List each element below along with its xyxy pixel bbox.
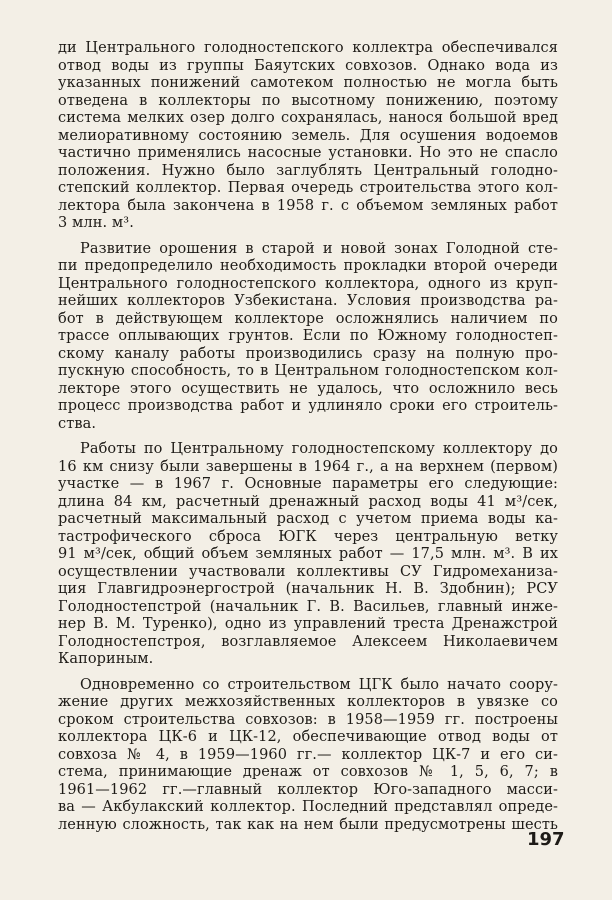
text-line: частично применялись насосные установки. Но это не спасло — [58, 145, 558, 161]
paragraph-4 — [58, 677, 558, 835]
text-line: нер В. М. Туренко), одно из управлений треста Дренажстрой — [58, 616, 558, 632]
document-page — [58, 40, 558, 834]
text-line: ва — Акбулакский коллектор. Последний представлял опреде- — [58, 799, 558, 815]
text-line: мелиоративному состоянию земель. Для осушения водоемов — [58, 127, 558, 144]
text-line: бот в действующем коллекторе осложнялись наличием по — [58, 310, 558, 327]
text-line: лекторе этого осуществить не удалось, что осложнило весь — [58, 380, 558, 397]
text-line: лектора была закончена в 1958 г. с объемом земляных работ — [58, 197, 558, 214]
text-line: 3 млн. м³. — [58, 215, 134, 231]
text-line: Центрального голодностепского коллектора, одного из круп- — [58, 275, 558, 292]
text-line: Голодностепстрой (начальник Г. В. Васильев, главный инже- — [58, 598, 558, 615]
text-line: нейших коллекторов Узбекистана. Условия производства ра- — [58, 293, 558, 309]
text-line: совхоза № 4, в 1959—1960 гг.— коллектор ЦК-7 и его си- — [58, 746, 558, 763]
text-line: осуществлении участвовали коллективы СУ Гидромеханиза- — [58, 563, 558, 580]
text-line: трассе оплывающих грунтов. Если по Южному голодностеп- — [58, 328, 558, 344]
text-line: Работы по Центральному голодностепскому коллектору до — [80, 441, 558, 457]
text-line: скому каналу работы производились сразу на полную про- — [58, 345, 558, 362]
text-line: пускную способность, то в Центральном голодностепском кол- — [58, 363, 558, 379]
text-line: Голодностепстроя, возглавляемое Алексеем Николаевичем — [58, 633, 558, 650]
text-line: расчетный максимальный расход с учетом приема воды ка- — [58, 511, 558, 527]
text-line: пи предопределило необходимость прокладки второй очереди — [58, 258, 558, 274]
text-line: жение других межхозяйственных коллекторов в увязке со — [58, 694, 558, 710]
text-line: коллектора ЦК-6 и ЦК-12, обеспечивающие отвод воды от — [58, 729, 558, 745]
text-line: длина 84 км, расчетный дренажный расход воды 41 м³/сек, — [58, 493, 558, 510]
text-line: ди Центрального голодностепского коллектра обеспечивался — [58, 40, 558, 56]
text-line: сроком строительства совхозов: в 1958—1959 гг. построены — [58, 711, 558, 728]
text-line: процесс производства работ и удлиняло сроки его строитель- — [58, 398, 558, 414]
text-line: ства. — [58, 415, 97, 432]
text-line: тастрофического сброса ЮГК через центральную ветку — [58, 528, 558, 545]
text-line: Одновременно со строительством ЦГК было начато соору- — [80, 676, 558, 693]
text-line: участке — в 1967 г. Основные параметры его следующие: — [58, 476, 558, 492]
text-line: ция Главгидроэнергострой (начальник Н. В. Здобнин); РСУ — [58, 581, 558, 597]
text-line: отведена в коллекторы по высотному понижению, поэтому — [58, 92, 558, 109]
text-line: 16 км снизу были завершены в 1964 г., а на верхнем (первом) — [58, 458, 558, 475]
text-line: система мелких озер долго сохранялась, нанося большой вред — [58, 110, 558, 126]
paragraph-3 — [58, 441, 558, 669]
text-line: стема, принимающие дренаж от совхозов № 1, 5, 6, 7; в — [58, 764, 558, 780]
page-number: 197 — [527, 829, 565, 850]
text-line: Развитие орошения в старой и новой зонах Голодной сте- — [80, 240, 558, 257]
text-line: указанных понижений самотеком полностью не могла быть — [58, 75, 558, 91]
paragraph-2 — [58, 241, 558, 434]
text-line: положения. Нужно было заглублять Центральный голодно- — [58, 162, 558, 179]
text-line: Капориным. — [58, 651, 154, 667]
text-line: ленную сложность, так как на нем были предусмотрены шесть — [58, 816, 558, 833]
text-line: 1961—1962 гг.—главный коллектор Юго-западного масси- — [58, 781, 558, 798]
text-line: отвод воды из группы Баяутских совхозов. Однако вода из — [58, 57, 558, 74]
text-line: 91 м³/сек, общий объем земляных работ — 17,5 млн. м³. В их — [58, 546, 558, 562]
text-line: степский коллектор. Первая очередь строительства этого кол- — [58, 180, 558, 196]
paragraph-1 — [58, 40, 558, 233]
